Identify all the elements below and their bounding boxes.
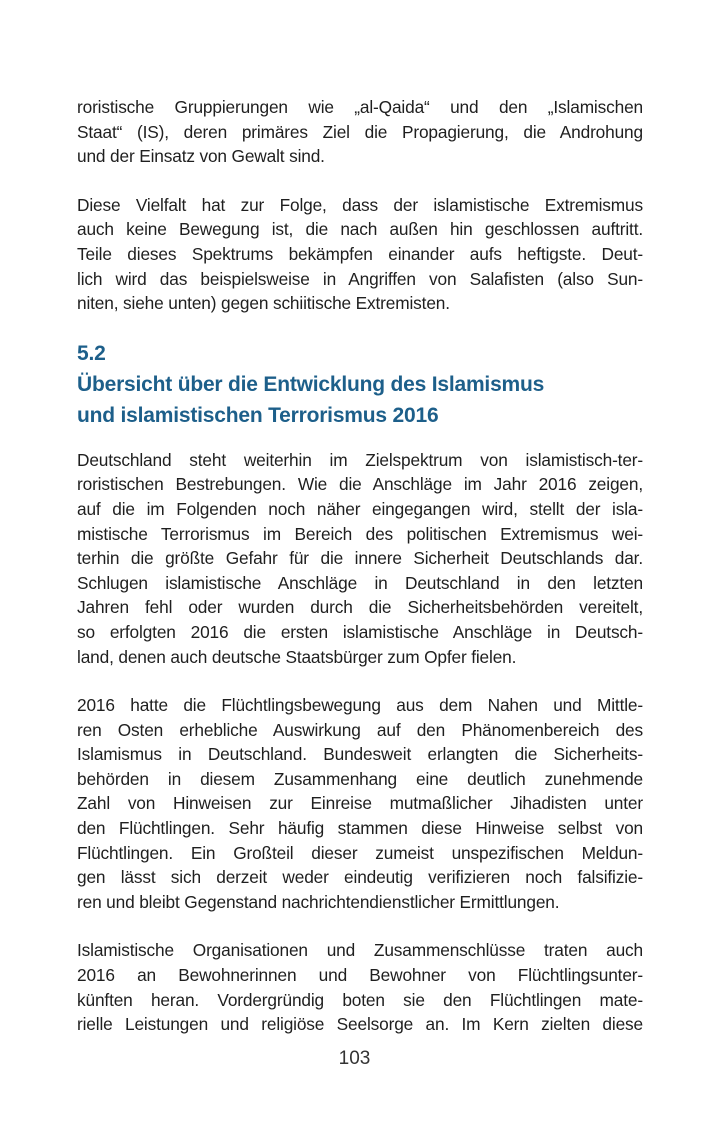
text-line: roristischen Bestrebungen. Wie die Anschläge im Jahr 2016 zeigen, (77, 474, 643, 495)
text-line: Deutschland steht weiterhin im Zielspektrum von islamistisch-ter- (77, 449, 643, 470)
text-line: gen lässt sich derzeit weder eindeutig verifizieren noch falsifizie- (77, 867, 643, 888)
paragraph-gap (77, 914, 643, 938)
text-line: Zahl von Hinweisen zur Einreise mutmaßlicher Jihadisten unter (77, 793, 643, 814)
paragraph-gap (77, 669, 643, 693)
text-line: lich wird das beispielsweise in Angriffen von Salafisten (also Sun- (77, 268, 643, 289)
text-line: rielle Leistungen und religiöse Seelsorge an. Im Kern zielten diese (77, 1014, 643, 1035)
text-line: terhin die größte Gefahr für die innere Sicherheit Deutschlands dar. (77, 548, 643, 569)
text-line: 2016 hatte die Flüchtlingsbewegung aus dem Nahen und Mittle- (77, 695, 643, 716)
paragraph-3 (77, 448, 643, 669)
paragraph-1 (77, 95, 643, 169)
text-line: mistische Terrorismus im Bereich des politischen Extremismus wei- (77, 523, 643, 544)
paragraph-2 (77, 193, 643, 316)
section-heading (77, 338, 643, 431)
section-title-line: Übersicht über die Entwicklung des Islamismus (77, 372, 545, 396)
page-content (77, 95, 643, 1037)
text-line: behörden in diesem Zusammenhang eine deutlich zunehmende (77, 768, 643, 789)
text-line: ren und bleibt Gegenstand nachrichtendienstlicher Ermittlungen. (77, 891, 560, 912)
section-number: 5.2 (77, 341, 106, 365)
text-line: land, denen auch deutsche Staatsbürger zum Opfer fielen. (77, 646, 517, 667)
text-line: künften heran. Vordergründig boten sie den Flüchtlingen mate- (77, 989, 643, 1010)
text-line: Islamismus in Deutschland. Bundesweit erlangten die Sicherheits- (77, 744, 643, 765)
text-line: roristische Gruppierungen wie „al-Qaida“ und den „Islamischen (77, 97, 643, 117)
text-line: und der Einsatz von Gewalt sind. (77, 146, 325, 167)
paragraph-4 (77, 693, 643, 914)
text-line: Islamistische Organisationen und Zusammenschlüsse traten auch (77, 940, 643, 961)
paragraph-gap (77, 169, 643, 193)
text-line: auch keine Bewegung ist, die nach außen hin geschlossen auftritt. (77, 219, 643, 240)
text-line: Teile dieses Spektrums bekämpfen einander aufs heftigste. Deut- (77, 243, 643, 264)
text-line: Flüchtlingen. Ein Großteil dieser zumeist unspezifischen Meldun- (77, 842, 643, 863)
text-line: auf die im Folgenden noch näher eingegangen wird, stellt der isla- (77, 498, 643, 519)
page-number: 103 (338, 1048, 371, 1069)
text-line: Diese Vielfalt hat zur Folge, dass der islamistische Extremismus (77, 194, 643, 215)
text-line: 2016 an Bewohnerinnen und Bewohner von Flüchtlingsunter- (77, 965, 643, 986)
text-line: Staat“ (IS), deren primäres Ziel die Propagierung, die Androhung (77, 121, 643, 142)
text-line: ren Osten erhebliche Auswirkung auf den Phänomenbereich des (77, 719, 643, 740)
text-line: Jahren fehl oder wurden durch die Sicherheitsbehörden vereitelt, (77, 597, 643, 618)
text-line: Schlugen islamistische Anschläge in Deutschland in den letzten (77, 572, 643, 593)
paragraph-5 (77, 938, 643, 1036)
text-line: so erfolgten 2016 die ersten islamistische Anschläge in Deutsch- (77, 621, 643, 642)
section-title (77, 369, 643, 431)
text-line: den Flüchtlingen. Sehr häufig stammen diese Hinweise selbst von (77, 818, 643, 839)
section-title-line: und islamistischen Terrorismus 2016 (77, 403, 439, 427)
text-line: niten, siehe unten) gegen schiitische Extremisten. (77, 293, 450, 314)
